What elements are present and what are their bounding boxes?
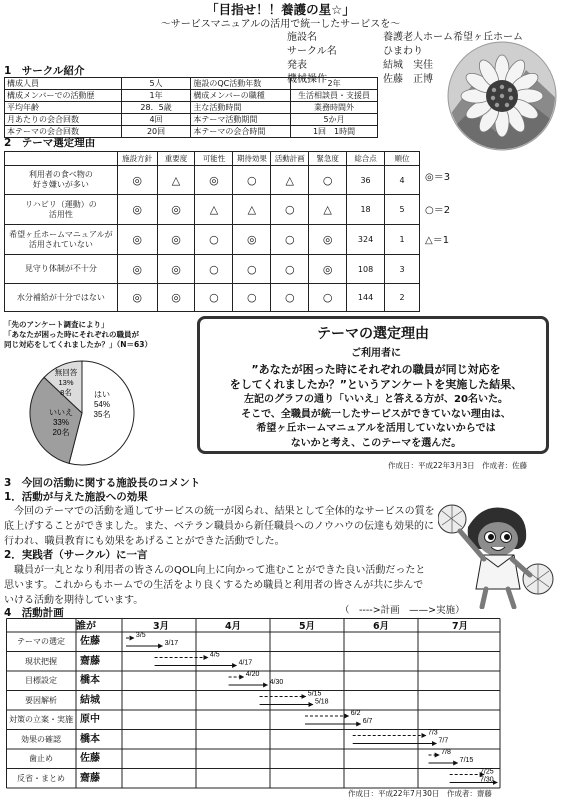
month-header: 3月 — [152, 621, 170, 632]
para-line: 底上げすることができました。また、ベテラン職員から新任職員へのノウハウの伝達も効果的に — [4, 521, 434, 532]
reason-line: ご利用者に — [351, 348, 401, 359]
legend-circle: ○＝2 — [425, 205, 451, 216]
total-score: 144 — [347, 284, 385, 312]
person-label: 佐藤 — [80, 636, 100, 647]
table-row — [5, 114, 378, 126]
theme-ranking-table — [4, 151, 420, 312]
score-mark: ◎ — [157, 255, 195, 284]
cheerleader-illustration-icon — [438, 497, 556, 609]
column-header — [5, 152, 118, 166]
person-label: 橋本 — [80, 675, 100, 686]
reason-author-note: 作成日：平成22年3月3日 作成者：佐藤 — [388, 461, 528, 470]
table-cell: 本テーマの会合時間 — [191, 126, 291, 138]
rank: 5 — [385, 195, 420, 225]
survey-caption-line: 「先のアンケート調査により」 — [4, 320, 109, 329]
task-label: 対策の立案・実施 — [9, 715, 73, 724]
column-header: 活動計画 — [271, 152, 309, 166]
legend-triangle: △＝1 — [425, 235, 450, 246]
table-row — [5, 90, 378, 102]
person-label: 佐藤 — [80, 753, 100, 764]
table-row — [5, 225, 420, 255]
table-cell: 2年 — [291, 78, 378, 90]
section3-sub1: 1．活動が与えた施設への効果 — [4, 491, 148, 503]
theme-item: リハビリ（運動）の 活用性 — [5, 195, 118, 225]
score-mark: ○ — [309, 284, 347, 312]
score-mark: △ — [309, 195, 347, 225]
person-label: 齋藤 — [80, 772, 100, 784]
reason-text — [208, 347, 544, 451]
plan-date: 3/5 — [135, 632, 146, 639]
score-mark: ◎ — [117, 195, 157, 225]
score-mark: ◎ — [157, 195, 195, 225]
reason-line: ないかと考え、このテーマを選んだ。 — [290, 437, 462, 449]
person-label: 結城 — [80, 694, 100, 706]
column-header: 緊急度 — [309, 152, 347, 166]
reason-line: ”あなたが困った時にそれぞれの職員が同じ対応を — [251, 362, 501, 376]
month-header: 4月 — [224, 621, 242, 632]
task-label: 現状把握 — [25, 656, 57, 666]
score-mark: ◎ — [309, 225, 347, 255]
table-header-row — [5, 152, 420, 166]
score-mark: ○ — [271, 195, 309, 225]
who-header: 誰が — [76, 621, 96, 632]
rank: 1 — [385, 225, 420, 255]
rank: 3 — [385, 255, 420, 284]
score-mark: △ — [271, 166, 309, 195]
reason-heading: テーマの選定理由 — [317, 326, 429, 342]
table-cell: 主な活動時間 — [191, 102, 291, 114]
slice-label-yes-name: はい — [94, 390, 110, 399]
score-mark: ◎ — [309, 255, 347, 284]
facility-label: 施設名 — [287, 32, 317, 43]
plan-date: 6/2 — [350, 710, 361, 717]
table-row — [5, 255, 420, 284]
circle-name-label: サークル名 — [287, 46, 337, 57]
total-score: 36 — [347, 166, 385, 195]
sunflower-logo-icon — [446, 40, 558, 152]
table-cell: 平均年齢 — [5, 102, 122, 114]
score-mark: ○ — [195, 255, 233, 284]
gantt-legend: （ ---->計画 ——>実施） — [340, 605, 465, 616]
task-label: テーマの選定 — [17, 637, 65, 646]
theme-reason-box — [197, 316, 549, 454]
plan-date: 4/20 — [245, 671, 260, 678]
column-header: 重要度 — [157, 152, 195, 166]
section3-sub2: 2．実践者（サークル）に一言 — [4, 549, 148, 561]
actual-date: 7/15 — [459, 757, 474, 764]
actual-date: 5/18 — [314, 698, 329, 706]
actual-date: 4/30 — [269, 679, 284, 686]
facility-value: 養護老人ホーム希望ヶ丘ホーム — [383, 32, 523, 43]
score-mark: ◎ — [117, 255, 157, 284]
score-mark: ◎ — [195, 166, 233, 195]
score-mark: ○ — [233, 284, 271, 312]
page-title: 「目指せ！！養護の星☆」 — [206, 2, 355, 17]
total-score: 324 — [347, 225, 385, 255]
section3-para2 — [4, 563, 425, 608]
rank: 4 — [385, 166, 420, 195]
section2-heading: 2 テーマ選定理由 — [4, 137, 96, 149]
slice-label-none-count: 8名 — [60, 388, 72, 397]
person-label: 原中 — [80, 714, 100, 725]
plan-date: 7/25 — [480, 768, 494, 776]
table-cell: 1回 1時間 — [291, 126, 378, 138]
column-header: 総合点 — [347, 152, 385, 166]
para-line: いける活動を期待しています。 — [4, 595, 144, 606]
operator-label: 機械操作 — [287, 74, 327, 85]
task-label: 歯止め — [29, 754, 53, 763]
slice-label-no-count: 20名 — [52, 428, 70, 437]
plan-date: 7/3 — [427, 729, 438, 737]
score-mark: △ — [157, 166, 195, 195]
page-subtitle: ～サービスマニュアルの活用で統一したサービスを～ — [160, 19, 401, 30]
table-cell: 5か月 — [291, 114, 378, 126]
table-cell: 28．5歳 — [121, 102, 191, 114]
column-header: 順位 — [385, 152, 420, 166]
score-mark: ◎ — [117, 166, 157, 195]
task-label: 要因解析 — [25, 695, 57, 705]
score-mark: ◎ — [117, 225, 157, 255]
section3-para1 — [4, 504, 435, 549]
task-label: 反省・まとめ — [17, 773, 65, 783]
table-row — [5, 166, 420, 195]
plan-author-note: 作成日：平成22年7月30日 作成者：齋藤 — [348, 789, 492, 798]
score-mark: ○ — [309, 166, 347, 195]
task-label: 効果の確認 — [21, 734, 61, 744]
rank: 2 — [385, 284, 420, 312]
slice-label-no-name: いいえ — [49, 408, 73, 417]
actual-date: 6/7 — [362, 718, 373, 725]
table-row — [5, 284, 420, 312]
table-cell: 4回 — [121, 114, 191, 126]
section4-heading: 4 活動計画 — [4, 607, 64, 619]
table-cell: 構成人員 — [5, 78, 122, 90]
score-mark: ◎ — [117, 284, 157, 312]
score-mark: ○ — [271, 225, 309, 255]
slice-label-yes-percent: 54% — [93, 400, 111, 409]
table-row — [5, 102, 378, 114]
section3-heading: 3 今回の活動に関する施設長のコメント — [4, 477, 201, 489]
reason-line: をしてくれましたか？”というアンケートを実施した結果、 — [229, 378, 523, 392]
table-cell: 構成メンバーの職種 — [191, 90, 291, 102]
theme-item: 利用者の食べ物の 好き嫌いが多い — [5, 166, 118, 195]
score-mark: ◎ — [157, 225, 195, 255]
para-line: 思います。これからもホームでの生活をより良くするため職員と利用者の皆さんが共に歩んで — [4, 580, 424, 591]
column-header: 期待効果 — [233, 152, 271, 166]
score-mark: ○ — [271, 255, 309, 284]
survey-caption — [4, 320, 199, 349]
table-cell: 月あたりの会合回数 — [5, 114, 122, 126]
operator-value: 佐藤 正博 — [383, 74, 433, 85]
legend-double-circle: ◎＝3 — [425, 172, 451, 183]
score-mark: ○ — [233, 255, 271, 284]
score-mark: ○ — [233, 166, 271, 195]
table-row — [5, 195, 420, 225]
plan-date: 7/8 — [441, 749, 451, 756]
score-mark: △ — [233, 195, 271, 225]
total-score: 108 — [347, 255, 385, 284]
actual-date: 3/17 — [164, 640, 179, 647]
presenter-label: 発表 — [287, 60, 307, 71]
month-header: 5月 — [298, 621, 316, 632]
column-header: 可能性 — [195, 152, 233, 166]
table-cell: 生活相談員・支援員 — [291, 90, 378, 102]
para-line: 行われ、職員教育にも効果をあげることができた活動でした。 — [4, 536, 285, 547]
reason-line: そこで、全職員が統一したサービスができていない理由は、 — [241, 408, 511, 420]
circle-intro-table — [4, 74, 378, 138]
person-label: 橋本 — [80, 733, 100, 745]
score-mark: ○ — [271, 284, 309, 312]
score-mark: ◎ — [157, 284, 195, 312]
para-line: 職員が一丸となり利用者の皆さんのQOL向上に向かって進むことができた良い活動だったと — [4, 565, 426, 576]
score-mark: △ — [195, 195, 233, 225]
section1-heading: 1 サークル紹介 — [4, 65, 85, 77]
score-mark: ○ — [195, 225, 233, 255]
survey-pie-chart — [26, 357, 138, 469]
presenter-value: 結城 実佳 — [383, 60, 433, 71]
month-header: 7月 — [451, 621, 469, 632]
table-cell: 業務時間外 — [291, 102, 378, 114]
month-header: 6月 — [372, 621, 390, 632]
survey-caption-line: 「あなたが困った時にそれぞれの職員が — [4, 329, 139, 339]
theme-item: 希望ヶ丘ホームマニュアルが 活用されていない — [5, 225, 118, 255]
table-cell: 本テーマ活動期間 — [191, 114, 291, 126]
para-line: 今回のテーマでの活動を通してサービスの統一が図られ、結果として全体的なサービスの質を — [4, 506, 435, 517]
table-cell: 20回 — [121, 126, 191, 138]
circle-name-value: ひまわり — [383, 46, 423, 57]
total-score: 18 — [347, 195, 385, 225]
person-label: 齋藤 — [80, 655, 100, 667]
theme-item: 見守り体制が不十分 — [5, 255, 118, 284]
table-cell: 構成メンバーでの活動歴 — [5, 90, 122, 102]
task-label: 目標設定 — [25, 676, 57, 685]
table-cell: 施設のQC活動年数 — [191, 78, 291, 90]
table-row — [5, 126, 378, 138]
column-header: 施設方針 — [117, 152, 157, 166]
reason-line: 希望ヶ丘ホームマニュアルを活用していないからでは — [256, 423, 496, 435]
slice-label-yes-count: 35名 — [93, 410, 111, 419]
slice-label-none-percent: 13% — [58, 378, 74, 387]
score-mark: ○ — [195, 284, 233, 312]
slice-label-no-percent: 33% — [52, 418, 70, 427]
theme-item: 水分補給が十分ではない — [5, 284, 118, 312]
reason-line: 左記のグラフの通り「いいえ」と答える方が、20名いた。 — [244, 394, 508, 406]
plan-date: 4/5 — [209, 651, 220, 659]
slice-label-none-name: 無回答 — [54, 368, 78, 377]
actual-date: 4/17 — [238, 659, 253, 667]
table-row — [5, 78, 378, 90]
survey-caption-line: 同じ対応をしてくれましたか？」（N＝63） — [4, 339, 152, 349]
table-cell: 5人 — [121, 78, 191, 90]
actual-date: 7/30 — [480, 776, 494, 784]
plan-date: 5/15 — [307, 690, 322, 698]
table-cell: 1年 — [121, 90, 191, 102]
actual-date: 7/7 — [438, 737, 449, 745]
table-cell: 本テーマの会合回数 — [5, 126, 122, 138]
score-mark: ◎ — [233, 225, 271, 255]
